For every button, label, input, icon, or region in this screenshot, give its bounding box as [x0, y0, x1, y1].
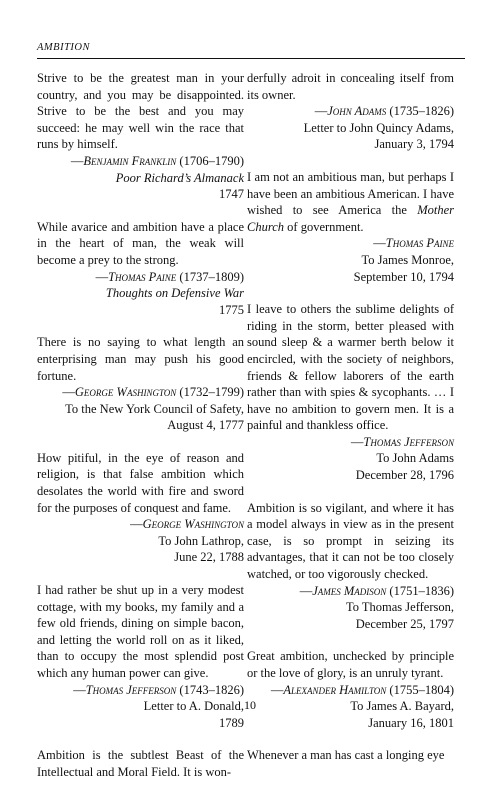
source-line: To John Lathrop,	[158, 533, 244, 548]
quote-text: Whenever a man has cast a longing eye	[247, 748, 445, 763]
quote-entry	[37, 70, 244, 203]
author-dates: (1735–1826)	[389, 104, 454, 119]
source-line: 1747	[219, 187, 244, 202]
author-name: Benjamin Franklin	[83, 153, 177, 168]
source-line: January 16, 1801	[368, 715, 454, 730]
author-name: James Madison	[312, 583, 387, 598]
quote-entry	[247, 70, 454, 153]
attribution-line: —Benjamin Franklin (1706–1790)	[70, 153, 244, 168]
quote-entry	[37, 747, 244, 780]
quote-text: Strive to be the greatest man in your country, and you may be disappointed. Strive to be the best and you may succeed: he may well win the race that runs by himself.	[37, 71, 244, 152]
source-line: To James A. Bayard,	[350, 699, 454, 714]
attribution-line: —Thomas Jefferson	[350, 434, 454, 449]
page-number: 10	[244, 698, 256, 712]
quote-text: Ambition is so vigilant, and where it has a model always in view as in the present case, is so prompt in seizing its advantages, that it can not be too closely watched, or too vigorously checked.	[247, 500, 454, 582]
source-line: August 4, 1777	[167, 418, 244, 433]
author-name: Thomas Jefferson	[85, 682, 177, 697]
author-dates: (1737–1809)	[179, 269, 244, 284]
attribution-line: —John Adams (1735–1826)	[314, 104, 454, 119]
source-line: To John Adams	[376, 451, 454, 466]
source-line: To James Monroe,	[361, 252, 454, 267]
quote-entry	[247, 500, 454, 633]
running-head: AMBITION	[37, 42, 90, 53]
quote-text: While avarice and ambition have a place in the heart of man, the weak will become a prey to the strong.	[37, 219, 244, 267]
attribution-line: —Alexander Hamilton (1755–1804)	[270, 682, 454, 697]
quote-entry	[247, 301, 454, 484]
author-dates: (1706–1790)	[179, 153, 244, 168]
source-line: Letter to A. Donald,	[143, 699, 244, 714]
attribution-line: —Thomas Jefferson (1743–1826)	[73, 682, 244, 697]
quote-text: I leave to others the sublime delights of riding in the storm, better pleased with sound sleep & a warmer berth below it encircled, with the society of neighbors, friends & fellow laborers of the earth rather than with spies & sycophants. … I have no ambition to govern men. It is a painful and thankless office.	[247, 302, 454, 433]
quote-text: I had rather be shut up in a very modest cottage, with my books, my family and a few old friends, dining on simple bacon, and letting the world roll on as it liked, than to occupy the most splendid post which any human power can give.	[37, 583, 244, 680]
attribution-line: —Thomas Paine (1737–1809)	[95, 269, 244, 284]
author-name: Thomas Paine	[385, 236, 454, 251]
author-dates: (1732–1799)	[179, 385, 244, 400]
attribution-line: —George Washington (1732–1799)	[62, 385, 244, 400]
source-line: January 3, 1794	[374, 137, 454, 152]
author-name: George Washington	[74, 385, 177, 400]
attribution-line: —Thomas Paine	[373, 236, 454, 251]
source-line: September 10, 1794	[353, 269, 454, 284]
right-column	[247, 70, 454, 780]
quote-entry	[37, 334, 244, 434]
author-name: Thomas Paine	[108, 269, 177, 284]
attribution-line: —James Madison (1751–1836)	[299, 583, 454, 598]
source-title: Thoughts on Defensive War	[105, 286, 244, 301]
emphasis: Mother Church	[247, 203, 454, 234]
quote-entry	[37, 219, 244, 319]
author-dates: (1755–1804)	[389, 682, 454, 697]
quote-entry	[37, 450, 244, 566]
quote-text: Great ambition, unchecked by principle or the love of glory, is an unruly tyrant.	[247, 649, 454, 680]
quote-text: Ambition is the subtlest Beast of the Intellectual and Moral Field. It is won-	[37, 748, 244, 779]
left-column	[37, 70, 244, 797]
author-dates: (1743–1826)	[179, 682, 244, 697]
quote-entry	[247, 169, 454, 285]
quote-entry	[247, 648, 454, 731]
header-rule	[37, 58, 465, 59]
author-name: Alexander Hamilton	[283, 682, 387, 697]
source-line: June 22, 1788	[174, 550, 244, 565]
author-name: George Washington	[142, 517, 244, 532]
source-line: 1775	[219, 302, 244, 317]
source-title: Poor Richard’s Almanack	[115, 170, 244, 185]
author-name: Thomas Jefferson	[363, 434, 454, 449]
attribution-line: —George Washington	[130, 517, 244, 532]
source-line: To Thomas Jefferson,	[345, 600, 454, 615]
source-line: December 28, 1796	[355, 468, 454, 483]
source-line: 1789	[219, 715, 244, 730]
source-line: Letter to John Quincy Adams,	[303, 120, 454, 135]
author-name: John Adams	[327, 104, 387, 119]
quote-text: I am not an ambitious man, but perhaps I have been an ambitious American. I have wished to see America the Mother Church of government.	[247, 169, 454, 234]
quote-text: There is no saying to what length an enterprising man may push his good fortune.	[37, 335, 244, 383]
quote-text: How pitiful, in the eye of reason and religion, is that false ambition which desolates the world with fire and sword for the purposes of conquest and fame.	[37, 450, 244, 515]
author-dates: (1751–1836)	[389, 583, 454, 598]
quote-text: derfully adroit in concealing itself from its owner.	[247, 71, 454, 102]
source-line: To the New York Council of Safety,	[65, 401, 244, 416]
source-line: December 25, 1797	[355, 616, 454, 631]
